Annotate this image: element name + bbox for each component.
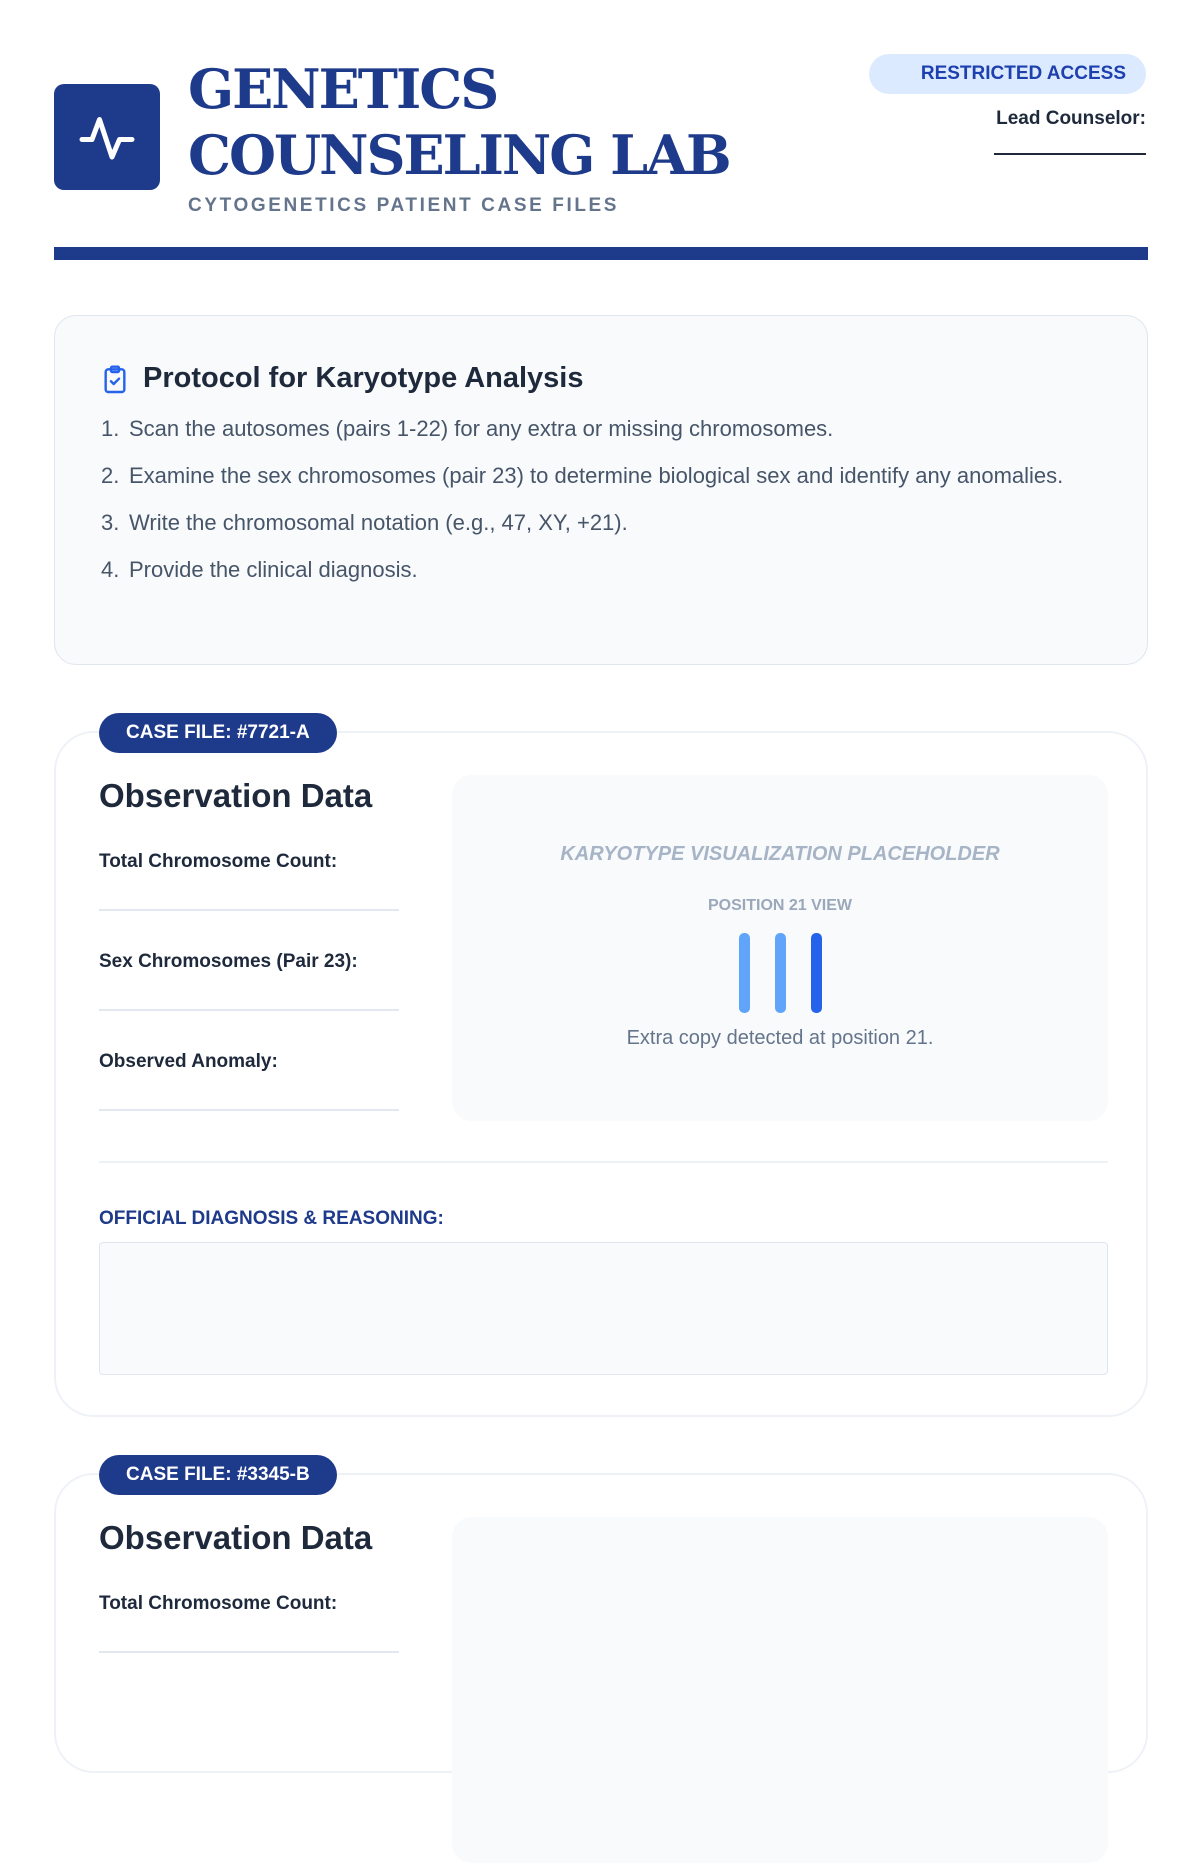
chromosome-copy — [775, 933, 786, 1013]
step-text: Write the chromosomal notation (e.g., 47, XY, +21). — [129, 510, 628, 535]
protocol-steps — [101, 412, 1111, 600]
step-number: 4. — [101, 557, 120, 582]
step-number: 1. — [101, 416, 120, 441]
observation-data-title: Observation Data — [99, 777, 373, 814]
karyotype-visualization — [452, 1517, 1108, 1863]
diagnosis-label: OFFICIAL DIAGNOSIS & REASONING: — [99, 1208, 444, 1229]
header-rule — [54, 247, 1148, 260]
karyotype-visualization — [452, 775, 1108, 1121]
protocol-title: Protocol for Karyotype Analysis — [143, 362, 584, 394]
position-view-label: POSITION 21 VIEW — [707, 897, 853, 914]
protocol-step — [101, 506, 1111, 539]
chromosome-copy — [739, 933, 750, 1013]
total-chromosome-count-field[interactable] — [99, 1593, 399, 1653]
total-chromosome-count-field[interactable] — [99, 851, 399, 911]
clipboard-check-icon — [99, 364, 131, 396]
page-header — [54, 52, 1146, 262]
counselor-signature-line[interactable] — [994, 153, 1146, 155]
visualization-placeholder-text: KARYOTYPE VISUALIZATION PLACEHOLDER — [560, 843, 1000, 865]
lab-logo — [54, 84, 160, 190]
restricted-access-badge: RESTRICTED ACCESS — [869, 54, 1146, 94]
step-text: Examine the sex chromosomes (pair 23) to determine biological sex and identify any anomalies. — [129, 463, 1064, 488]
step-text: Scan the autosomes (pairs 1-22) for any extra or missing chromosomes. — [129, 416, 834, 441]
case-file-card — [54, 1464, 1148, 1773]
section-divider — [99, 1161, 1108, 1163]
pulse-icon — [77, 107, 137, 167]
step-number: 2. — [101, 463, 120, 488]
lead-counselor-label: Lead Counselor: — [996, 108, 1146, 129]
field-label: Total Chromosome Count: — [99, 851, 338, 872]
protocol-step — [101, 459, 1111, 492]
protocol-step — [101, 553, 1111, 586]
case-file-card — [54, 722, 1148, 1417]
observed-anomaly-field[interactable] — [99, 1051, 399, 1111]
page-title: GENETICS COUNSELING LAB — [188, 57, 730, 187]
observation-data-title: Observation Data — [99, 1519, 373, 1556]
diagnosis-textarea[interactable] — [99, 1242, 1108, 1375]
chromosome-extra-copy — [811, 933, 822, 1013]
protocol-step — [101, 412, 1111, 445]
field-label: Sex Chromosomes (Pair 23): — [99, 951, 358, 972]
step-text: Provide the clinical diagnosis. — [129, 557, 418, 582]
field-label: Total Chromosome Count: — [99, 1593, 338, 1614]
field-label: Observed Anomaly: — [99, 1051, 278, 1072]
step-number: 3. — [101, 510, 120, 535]
sex-chromosomes-field[interactable] — [99, 951, 399, 1011]
protocol-card — [54, 315, 1148, 665]
visualization-note: Extra copy detected at position 21. — [626, 1027, 934, 1049]
page-subtitle: CYTOGENETICS PATIENT CASE FILES — [188, 195, 620, 216]
case-file-badge: CASE FILE: #7721-A — [99, 713, 337, 753]
case-file-badge: CASE FILE: #3345-B — [99, 1455, 337, 1495]
